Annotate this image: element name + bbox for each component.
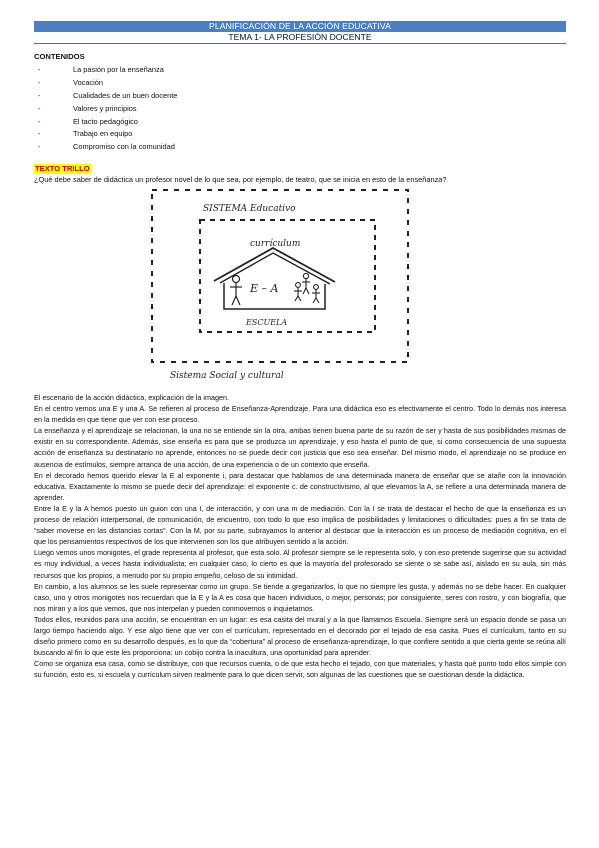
diagram-drawing xyxy=(150,188,420,386)
list-item-text: Vocación xyxy=(73,77,103,87)
paragraph: Todos ellos, reunidos para una acción, se encuentran en un lugar: es esa casita del mural y a la que llamamos Escuela. Siempre será un espacio donde se pasa un largo tiempo haciendo algo. Y ese algo tiene que ver con el currículum, representado en el decorado por el tejado de esa casita. Pues el currículum, tanto en su diseño primero como en su desarrollo después, es lo que da “cobertura” al proceso de enseñanza-aprendizaje, lo que confiere sentido a que cierta gente se reúna allí buscando al fin lo que este les proporciona: un cobijo contra la inacultura, una oportunidad para aprender. xyxy=(34,614,566,658)
list-item-text: Trabajo en equipo xyxy=(73,129,133,139)
students-group-icon xyxy=(294,273,320,303)
bullet-dash: - xyxy=(38,142,41,152)
inner-system-frame xyxy=(200,220,375,332)
paragraph: Luego vemos unos monigotes, el grade representa al profesor, que esta solo. Al profesor siempre se le representa solo, y con eso pretende sugerirse que su actividad es muy individual, a veces hasta individualista; en cualquier caso, lo cierto es que la mayoría del profesorado se siente o se sabe así, aislado en su aula, sin más recursos que los propios, a menudo por su propio empeño, celoso de su intimidad. xyxy=(34,548,566,580)
bullet-dash: - xyxy=(38,103,41,113)
list-item-text: El tacto pedagógico xyxy=(73,116,138,126)
paragraph: En el decorado hemos querido elevar la E al exponente i, para destacar que hablamos de una determinada manera de enseñar que se atañe con la innovación educativa. Exactamente lo mismo se puede decir del aprendizaje: el exponente c. de constructivismo, al que elevamos la A, se refiere a una determinada manera de aprender. xyxy=(34,470,566,502)
list-item-text: Compromiso con la comunidad xyxy=(73,142,175,152)
list-item-text: La pasión por la enseñanza xyxy=(73,65,164,74)
paragraph: La enseñanza y el aprendizaje se relacionan, la una no se entiende sin la otra, ambas tienen buena parte de su razón de ser y hasta de sus posibilidades mismas de existir en su correspondiente. Además, sise enseña es para que se produzca un aprendizaje, y eso hasta el punto de que, si como consecuencia de una supuesta acción de enseñanza su destinatario no aprende, entonces no se puede decir con justicia que eso sea enseñar. Del mismo modo, el aprendizaje no se produce en ausencia de estímulos, siempre arranca de una acción, de una experiencia o de un contexto que enseña. xyxy=(34,426,566,469)
bullet-dash: - xyxy=(38,129,41,139)
contents-heading: CONTENIDOS xyxy=(34,52,85,61)
paragraph: En el centro vemos una E y una A. Se refieren al proceso de Enseñanza-Aprendizaje. Para una didáctica eso es efectivamente el centro. Todo lo demás nos interesa en la medida en que tiene que ver con ese proceso. xyxy=(34,404,566,425)
bullet-dash: - xyxy=(38,77,41,87)
list-item-text: Cualidades de un buen docente xyxy=(73,90,178,100)
list-item-text: Valores y principios xyxy=(73,103,137,113)
section-heading: El escenario de la acción didáctica, explicación de la imagen. xyxy=(34,393,229,402)
paragraph: Como se organiza esa casa, como se distribuye, con que recursos cuenta, o de que esta hecho el tejado, con que materiales, y hasta qué punto todo ellos simple con su función, esto es, si escuela y currículum sirven realmente para lo que dicen servir, son algunas de las cuestiones que se cuestionan desde la didáctica. xyxy=(34,659,566,680)
trillo-question: ¿Qué debe saber de didáctica un profesor novel de lo que sea, por ejemplo, de teatro, que se inicia en esto de la enseñanza? xyxy=(34,175,447,184)
sistema-social-cultural-label: Sistema Social y cultural xyxy=(170,371,284,381)
curriculum-label: currículum xyxy=(250,239,301,249)
bullet-dash: - xyxy=(38,116,41,126)
teacher-figure-icon xyxy=(230,276,242,306)
outer-system-frame xyxy=(152,190,408,362)
escuela-label: ESCUELA xyxy=(246,318,288,327)
paragraph: Entre la E y la A hemos puesto un guion con una I, de interacción, y con una m de mediación. Con la I se trata de destacar el hecho de que la enseñanza es un proceso de relación interpersonal, de comunicación, de encuentro, con todo lo que eso implica de posibilidades y limitaciones o dificultades: pues a fin se trata de “saber moverse en las distancias cortas”. Con la M, por su parte, subrayamos lo anterior al destacar que la interacción es un proceso de mediación cognitiva, en el que los pensamientos respectivos de los que intervienen son los que atribuyen sentido a la acción. xyxy=(34,503,566,547)
texto-trillo-label: TEXTO TRILLO xyxy=(35,164,90,173)
document-title: PLANIFICACIÓN DE LA ACCIÓN EDUCATIVA xyxy=(34,21,566,32)
sistema-educativo-label: SISTEMA Educativo xyxy=(203,204,296,214)
paragraph: En cambio, a los alumnos se les suele representar como un grupo. Se tiende a gregarizarlos, lo que no siempre les gusta, y además no se debe hacer. En cualquier caso, uno y otros monigotes nos recuerdan que la E y la A es cosa que hacen individuos, o mejor, personas; por consiguiente, seres con rostro, y con biografía, que nos miran y a los que vemos, que nos interpelan y pueden conmovernos o inquietarnos. xyxy=(34,581,566,613)
body-text xyxy=(34,392,566,680)
document-subtitle: TEMA 1- LA PROFESIÓN DOCENTE xyxy=(34,32,566,44)
bullet-dash: - xyxy=(38,90,41,100)
e-a-letters: E – A xyxy=(250,282,279,295)
bullet-dash: - xyxy=(38,65,41,74)
hand-drawn-diagram xyxy=(150,188,420,386)
